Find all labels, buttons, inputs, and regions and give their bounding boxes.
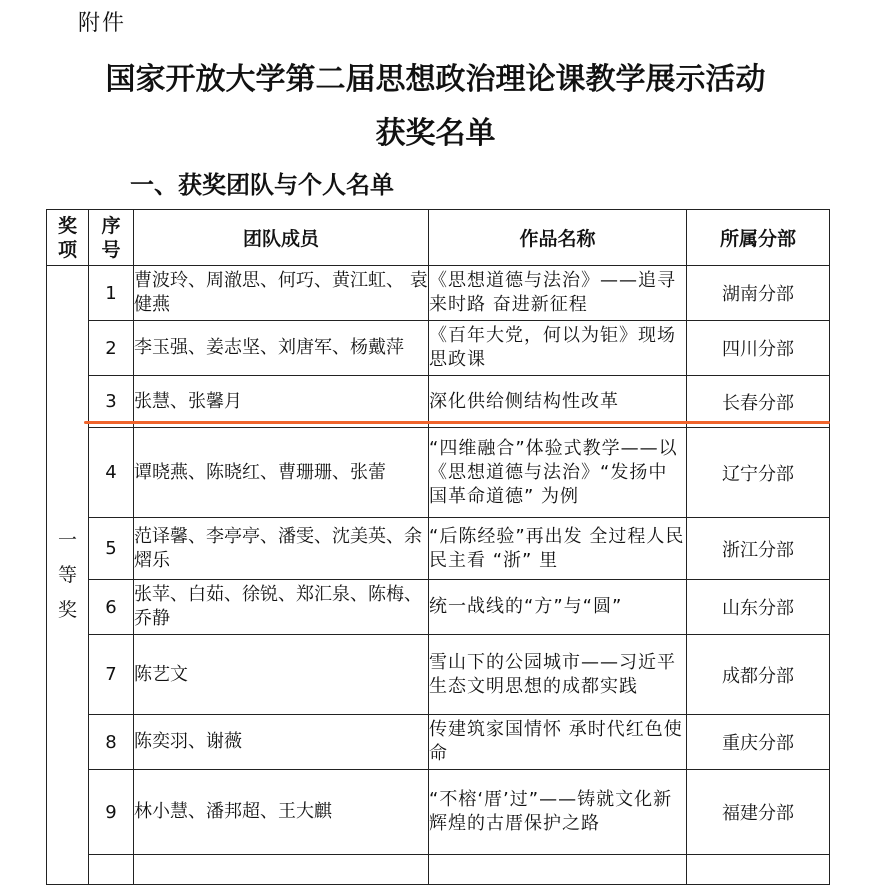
seq-cell: 8 — [89, 715, 134, 770]
table-row — [47, 580, 830, 635]
branch-cell: 福建分部 — [687, 770, 830, 855]
table-row — [47, 266, 830, 321]
header-branch: 所属分部 — [687, 210, 830, 266]
document-subtitle: 获奖名单 — [375, 116, 496, 151]
branch-cell: 湖南分部 — [687, 266, 830, 321]
header-seq: 序 号 — [89, 210, 134, 266]
branch-cell: 重庆分部 — [687, 715, 830, 770]
work-title-cell: “不榕‘厝’过”——铸就文化新辉煌的古厝保护之路 — [429, 770, 687, 855]
branch-cell: 成都分部 — [687, 635, 830, 715]
seq-cell: 7 — [89, 635, 134, 715]
highlight-underline — [84, 421, 830, 424]
branch-cell: 山东分部 — [687, 580, 830, 635]
table-header-row — [47, 210, 830, 266]
work-title-cell: 《思想道德与法治》——追寻来时路 奋进新征程 — [429, 266, 687, 321]
work-title-cell: 《百年大党，何以为钜》现场思政课 — [429, 321, 687, 376]
members-cell: 张苹、白茹、徐锐、郑汇泉、陈梅、乔静 — [134, 580, 429, 635]
table-row — [47, 518, 830, 580]
table-row — [47, 321, 830, 376]
work-title-cell: 统一战线的“方”与“圆” — [429, 580, 687, 635]
members-cell: 范译馨、李亭亭、潘雯、沈美英、余熠乐 — [134, 518, 429, 580]
table-row — [47, 715, 830, 770]
section-heading: 一、获奖团队与个人名单 — [130, 171, 394, 199]
branch-cell: 四川分部 — [687, 321, 830, 376]
seq-cell: 1 — [89, 266, 134, 321]
seq-cell: 9 — [89, 770, 134, 855]
seq-cell: 4 — [89, 428, 134, 518]
award-level-label: 一 等 奖 — [57, 528, 77, 621]
members-cell: 陈艺文 — [134, 635, 429, 715]
empty-cell — [687, 855, 830, 885]
members-cell: 陈奕羽、谢薇 — [134, 715, 429, 770]
work-title-cell: “后陈经验”再出发 全过程人民民主看 “浙” 里 — [429, 518, 687, 580]
empty-cell — [134, 855, 429, 885]
branch-cell: 浙江分部 — [687, 518, 830, 580]
award-level-cell — [47, 266, 89, 885]
seq-cell: 3 — [89, 376, 134, 428]
work-title-cell: 深化供给侧结构性改革 — [429, 376, 687, 428]
header-award: 奖 项 — [47, 210, 89, 266]
table-row — [47, 770, 830, 855]
work-title-cell: “四维融合”体验式教学——以《思想道德与法治》“发扬中国革命道德” 为例 — [429, 428, 687, 518]
members-cell: 谭晓燕、陈晓红、曹珊珊、张蕾 — [134, 428, 429, 518]
empty-cell — [89, 855, 134, 885]
seq-cell: 6 — [89, 580, 134, 635]
table-row — [47, 635, 830, 715]
members-cell: 曹波玲、周澈思、何巧、黄江虹、 袁健燕 — [134, 266, 429, 321]
document-title: 国家开放大学第二届思想政治理论课教学展示活动 — [105, 62, 766, 97]
members-cell: 李玉强、姜志坚、刘唐军、杨戴萍 — [134, 321, 429, 376]
branch-cell: 辽宁分部 — [687, 428, 830, 518]
table-row — [47, 855, 830, 885]
attachment-label: 附件 — [78, 11, 127, 36]
award-table — [46, 209, 830, 885]
members-cell: 林小慧、潘邦超、王大麒 — [134, 770, 429, 855]
header-members: 团队成员 — [134, 210, 429, 266]
table-row — [47, 376, 830, 428]
seq-cell: 2 — [89, 321, 134, 376]
branch-cell: 长春分部 — [687, 376, 830, 428]
work-title-cell: 雪山下的公园城市——习近平生态文明思想的成都实践 — [429, 635, 687, 715]
header-work: 作品名称 — [429, 210, 687, 266]
table-row — [47, 428, 830, 518]
work-title-cell: 传建筑家国情怀 承时代红色使命 — [429, 715, 687, 770]
seq-cell: 5 — [89, 518, 134, 580]
empty-cell — [429, 855, 687, 885]
members-cell: 张慧、张馨月 — [134, 376, 429, 428]
